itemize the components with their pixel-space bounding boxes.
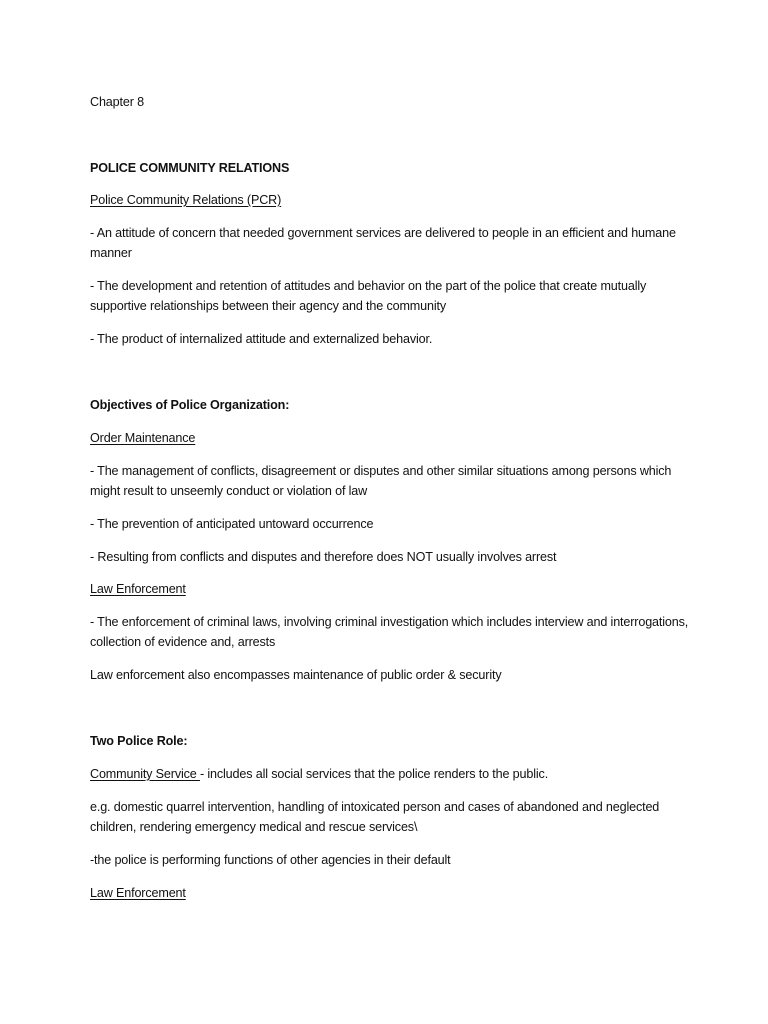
law-enforcement-role-title-text: Law Enforcement xyxy=(90,886,186,900)
pcr-point-1: - An attitude of concern that needed government services are delivered to people in an efficient and humane manner xyxy=(90,226,676,260)
law-enforcement-title-text: Law Enforcement xyxy=(90,582,186,596)
pcr-point-2: - The development and retention of attitudes and behavior on the part of the police that create mutually supportive relationships between their agency and the community xyxy=(90,279,647,313)
pcr-point-3: - The product of internalized attitude and externalized behavior. xyxy=(90,332,433,346)
law-enforcement-point-1: - The enforcement of criminal laws, involving criminal investigation which includes interview and interrogations, collection of evidence and, arrests xyxy=(90,615,689,649)
roles-heading: Two Police Role: xyxy=(90,734,188,748)
community-service-description: - includes all social services that the police renders to the public. xyxy=(199,767,549,781)
law-enforcement-point-2: Law enforcement also encompasses maintenance of public order & security xyxy=(90,668,502,682)
community-service-point-1: e.g. domestic quarrel intervention, handling of intoxicated person and cases of abandoned and neglected children, rendering emergency medical and rescue services\ xyxy=(90,800,660,834)
pcr-subheading-text: Police Community Relations (PCR) xyxy=(90,193,282,207)
order-maintenance-point-3: - Resulting from conflicts and disputes and therefore does NOT usually involves arrest xyxy=(90,550,557,564)
pcr-subheading xyxy=(90,190,690,210)
main-heading: POLICE COMMUNITY RELATIONS xyxy=(90,161,290,175)
order-maintenance-title xyxy=(90,428,690,448)
order-maintenance-title-text: Order Maintenance xyxy=(90,431,196,445)
order-maintenance-point-1: - The management of conflicts, disagreement or disputes and other similar situations among persons which might result to unseemly conduct or violation of law xyxy=(90,464,672,498)
order-maintenance-point-2: - The prevention of anticipated untoward occurrence xyxy=(90,517,374,531)
law-enforcement-title xyxy=(90,579,690,599)
community-service-title: Community Service xyxy=(90,767,200,781)
community-service-line xyxy=(90,764,690,784)
community-service-point-2: -the police is performing functions of other agencies in their default xyxy=(90,853,451,867)
objectives-heading: Objectives of Police Organization: xyxy=(90,398,290,412)
law-enforcement-role-title xyxy=(90,883,690,903)
chapter-label: Chapter 8 xyxy=(90,95,144,109)
